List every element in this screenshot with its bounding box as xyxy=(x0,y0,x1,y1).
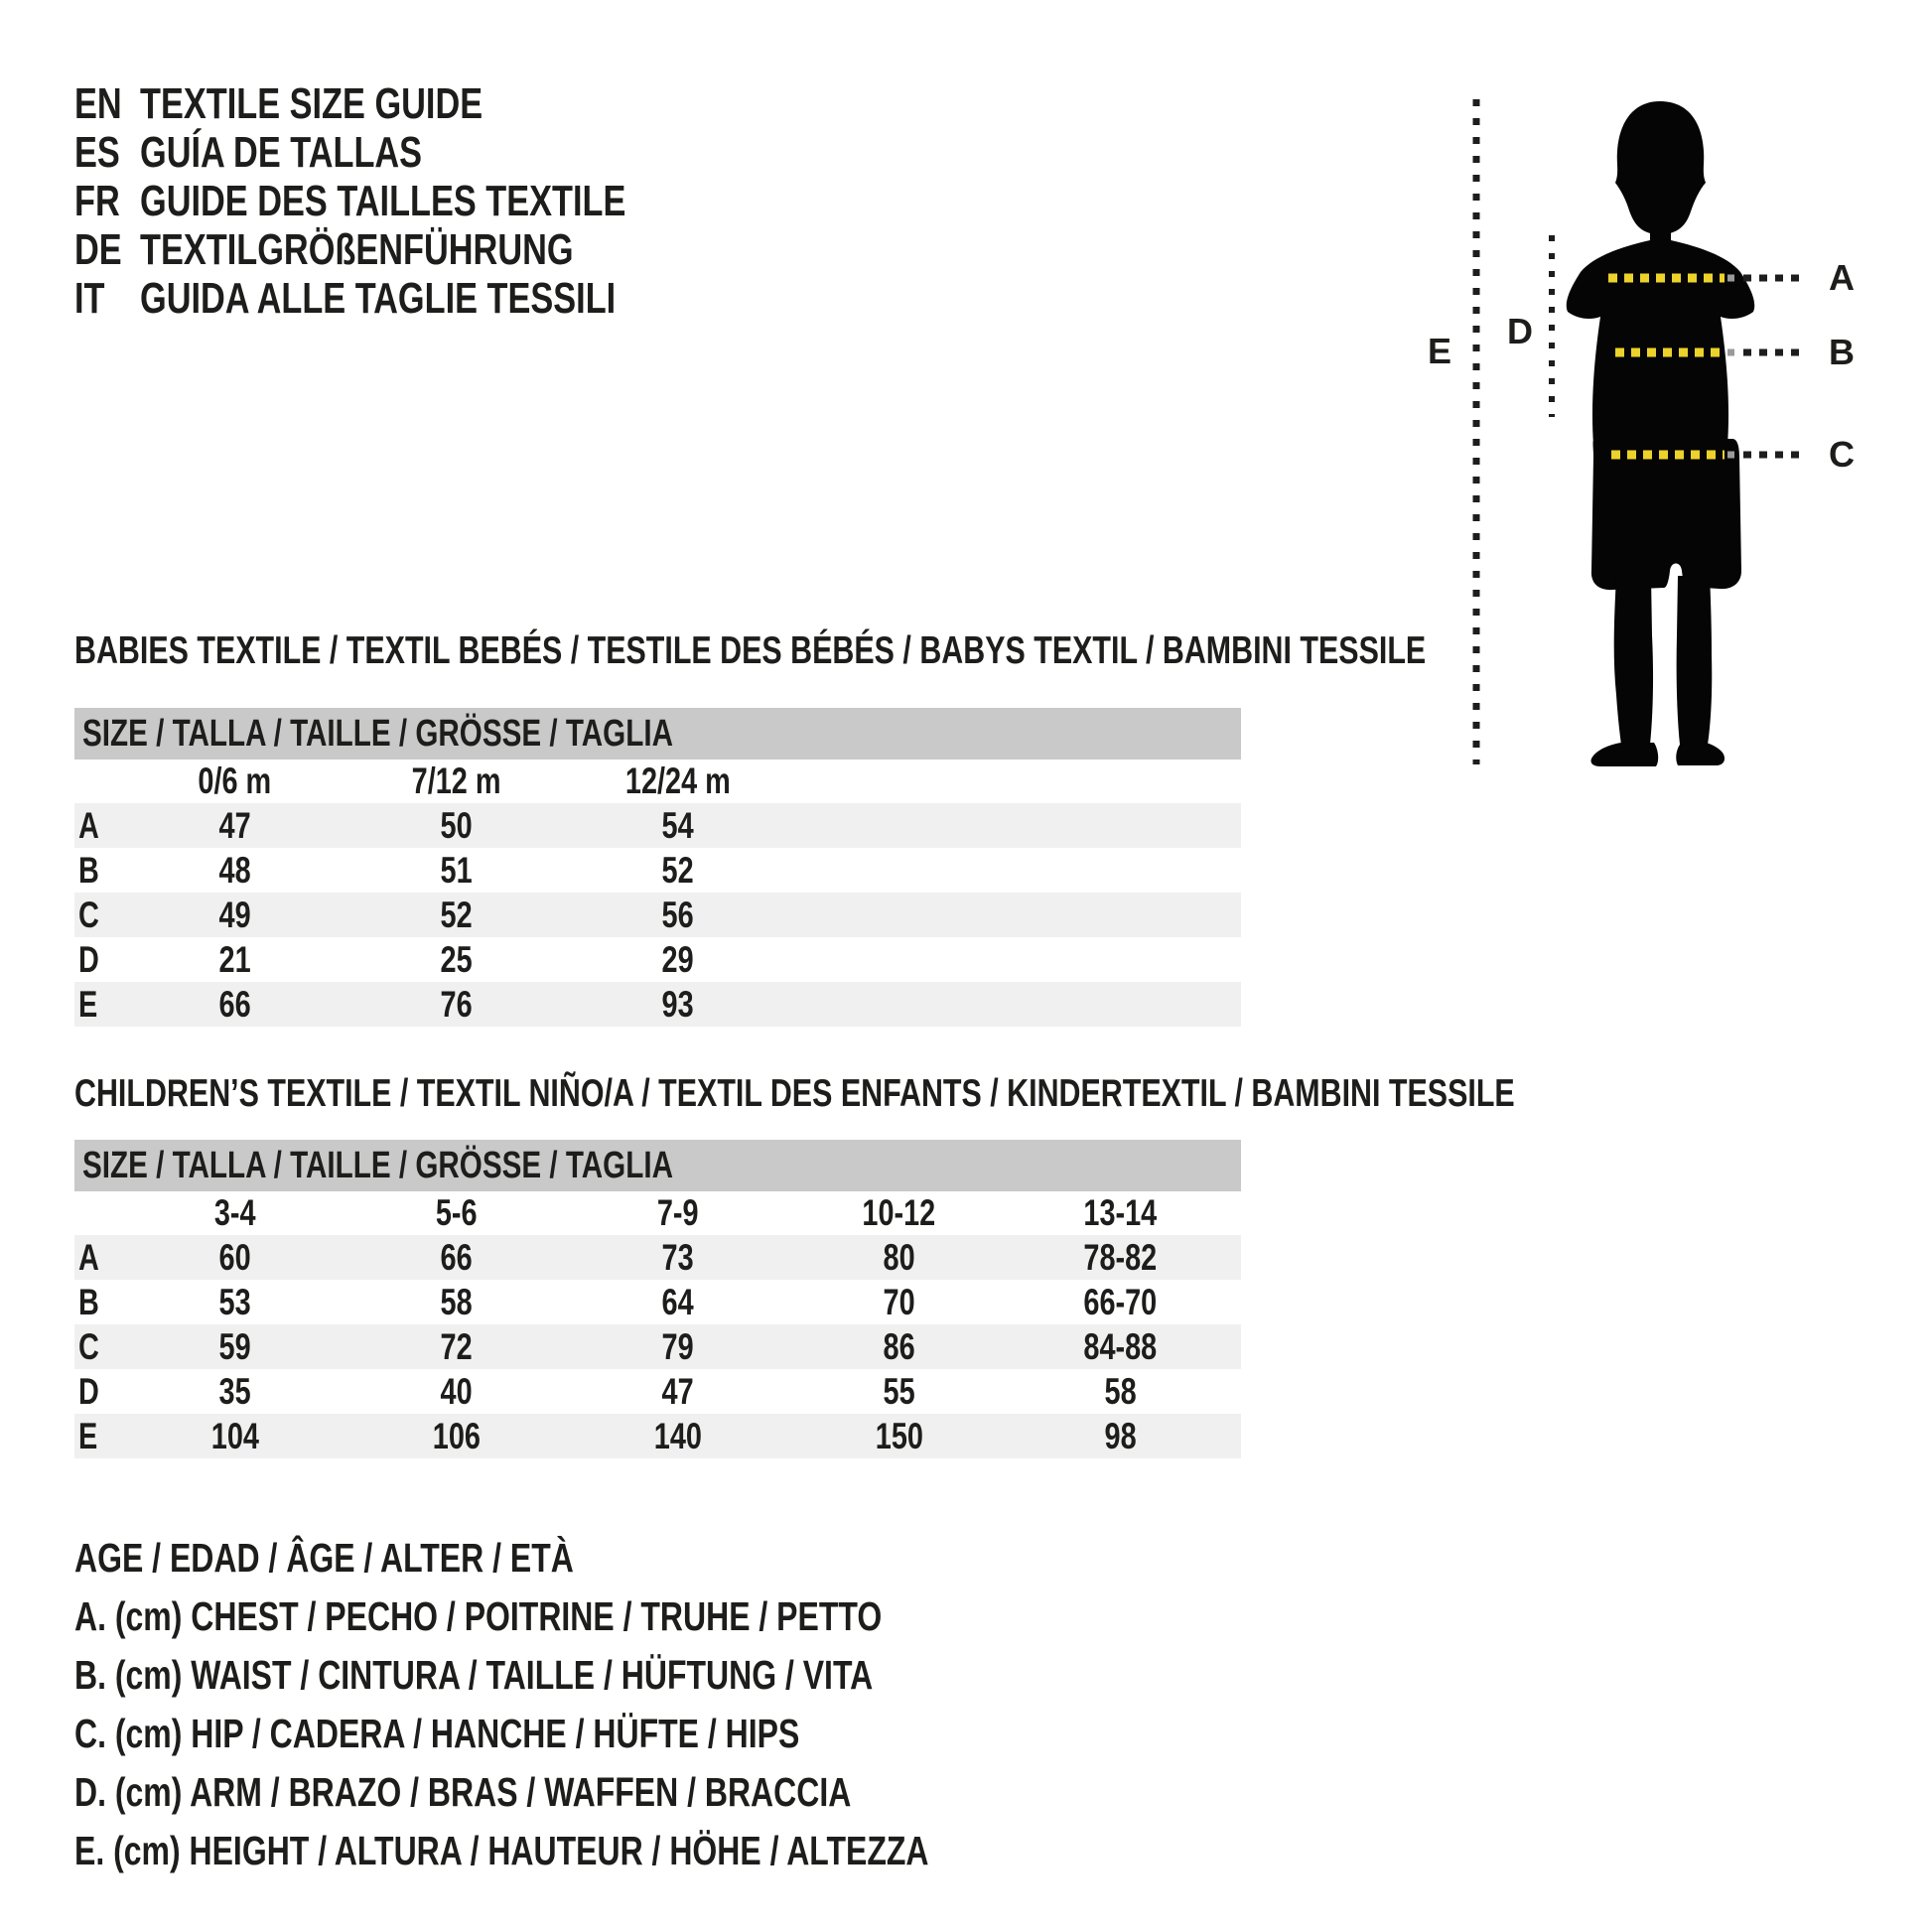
row-label: E xyxy=(78,983,98,1025)
table-row xyxy=(74,937,1241,982)
measurement-legend xyxy=(74,1529,1170,1880)
language-code: DE xyxy=(74,225,122,274)
table-row xyxy=(74,1280,1241,1324)
table-row xyxy=(74,1414,1241,1458)
size-header-bar: SIZE / TALLA / TAILLE / GRÖSSE / TAGLIA xyxy=(74,1140,1241,1191)
cell: 52 xyxy=(440,894,473,935)
column-header: 13-14 xyxy=(1083,1192,1158,1233)
cell: 60 xyxy=(218,1236,251,1278)
cell: 78-82 xyxy=(1083,1236,1158,1278)
cell: 93 xyxy=(661,983,694,1025)
cell: 79 xyxy=(661,1325,694,1367)
language-title: GUIDE DES TAILLES TEXTILE xyxy=(140,177,626,225)
column-header: 5-6 xyxy=(435,1192,478,1233)
table-row xyxy=(74,1369,1241,1414)
cell: 40 xyxy=(440,1370,473,1412)
cell: 66-70 xyxy=(1083,1281,1158,1322)
row-label: A xyxy=(78,1236,99,1278)
language-row xyxy=(74,128,762,177)
language-code: IT xyxy=(74,274,105,323)
cell: 47 xyxy=(661,1370,694,1412)
row-label: D xyxy=(78,938,99,980)
language-code: FR xyxy=(74,177,120,225)
language-code: ES xyxy=(74,128,120,177)
figure-label-e: E xyxy=(1428,331,1452,371)
cell: 76 xyxy=(440,983,473,1025)
table-row xyxy=(74,893,1241,937)
cell: 29 xyxy=(661,938,694,980)
cell: 84-88 xyxy=(1083,1325,1158,1367)
cell: 58 xyxy=(1104,1370,1137,1412)
column-header: 0/6 m xyxy=(198,760,272,801)
language-header xyxy=(74,79,762,323)
row-label: E xyxy=(78,1415,98,1456)
size-header-bar: SIZE / TALLA / TAILLE / GRÖSSE / TAGLIA xyxy=(74,708,1241,759)
row-label: D xyxy=(78,1370,99,1412)
cell: 70 xyxy=(883,1281,915,1322)
row-label: B xyxy=(78,849,99,891)
table-row xyxy=(74,803,1241,848)
cell: 51 xyxy=(440,849,473,891)
language-title: GUÍA DE TALLAS xyxy=(140,128,423,177)
cell: 54 xyxy=(661,804,694,846)
cell: 104 xyxy=(210,1415,259,1456)
language-row xyxy=(74,225,762,274)
figure-label-b: B xyxy=(1829,332,1855,372)
cell: 25 xyxy=(440,938,473,980)
cell: 98 xyxy=(1104,1415,1137,1456)
cell: 56 xyxy=(661,894,694,935)
legend-age-line: AGE / EDAD / ÂGE / ALTER / ETÀ xyxy=(74,1535,574,1581)
figure-label-c: C xyxy=(1829,434,1855,475)
cell: 55 xyxy=(883,1370,915,1412)
language-title: GUIDA ALLE TAGLIE TESSILI xyxy=(140,274,617,323)
cell: 73 xyxy=(661,1236,694,1278)
cell: 66 xyxy=(440,1236,473,1278)
figure-label-a: A xyxy=(1829,257,1855,298)
language-row xyxy=(74,79,762,128)
cell: 106 xyxy=(432,1415,481,1456)
cell: 50 xyxy=(440,804,473,846)
column-header: 10-12 xyxy=(862,1192,936,1233)
cell: 52 xyxy=(661,849,694,891)
figure-label-d: D xyxy=(1507,311,1533,351)
row-label: B xyxy=(78,1281,99,1322)
cell: 150 xyxy=(875,1415,923,1456)
language-title: TEXTILGRÖßENFÜHRUNG xyxy=(140,225,574,274)
cell: 35 xyxy=(218,1370,251,1412)
cell: 86 xyxy=(883,1325,915,1367)
legend-item: C. (cm) HIP / CADERA / HANCHE / HÜFTE / HIPS xyxy=(74,1711,800,1756)
table-row xyxy=(74,982,1241,1027)
babies-section-title: BABIES TEXTILE / TEXTIL BEBÉS / TESTILE DES BÉBÉS / BABYS TEXTIL / BAMBINI TESSILE xyxy=(74,629,1427,672)
column-header: 7-9 xyxy=(656,1192,699,1233)
cell: 66 xyxy=(218,983,251,1025)
cell: 59 xyxy=(218,1325,251,1367)
row-label: C xyxy=(78,894,99,935)
legend-item: E. (cm) HEIGHT / ALTURA / HAUTEUR / HÖHE / ALTEZZA xyxy=(74,1828,929,1873)
column-header-row xyxy=(74,759,1241,803)
column-header-row xyxy=(74,1191,1241,1235)
children-section-title: CHILDREN’S TEXTILE / TEXTIL NIÑO/A / TEXTIL DES ENFANTS / KINDERTEXTIL / BAMBINI TESSILE xyxy=(74,1072,1515,1115)
cell: 58 xyxy=(440,1281,473,1322)
cell: 48 xyxy=(218,849,251,891)
table-row xyxy=(74,1324,1241,1369)
language-code: EN xyxy=(74,79,122,128)
cell: 64 xyxy=(661,1281,694,1322)
cell: 80 xyxy=(883,1236,915,1278)
child-measurement-figure xyxy=(1390,60,1932,794)
cell: 53 xyxy=(218,1281,251,1322)
row-label: A xyxy=(78,804,99,846)
table-row xyxy=(74,848,1241,893)
cell: 47 xyxy=(218,804,251,846)
legend-item: D. (cm) ARM / BRAZO / BRAS / WAFFEN / BRACCIA xyxy=(74,1769,852,1815)
legend-item: A. (cm) CHEST / PECHO / POITRINE / TRUHE / PETTO xyxy=(74,1593,883,1639)
cell: 72 xyxy=(440,1325,473,1367)
column-header: 7/12 m xyxy=(411,760,501,801)
children-size-table xyxy=(74,1140,1241,1458)
language-title: TEXTILE SIZE GUIDE xyxy=(140,79,483,128)
column-header: 3-4 xyxy=(213,1192,256,1233)
column-header: 12/24 m xyxy=(624,760,731,801)
babies-size-table xyxy=(74,708,1241,1027)
cell: 21 xyxy=(218,938,251,980)
cell: 140 xyxy=(653,1415,702,1456)
language-row xyxy=(74,177,762,225)
table-row xyxy=(74,1235,1241,1280)
cell: 49 xyxy=(218,894,251,935)
legend-item: B. (cm) WAIST / CINTURA / TAILLE / HÜFTUNG / VITA xyxy=(74,1652,874,1698)
language-row xyxy=(74,274,762,323)
row-label: C xyxy=(78,1325,99,1367)
